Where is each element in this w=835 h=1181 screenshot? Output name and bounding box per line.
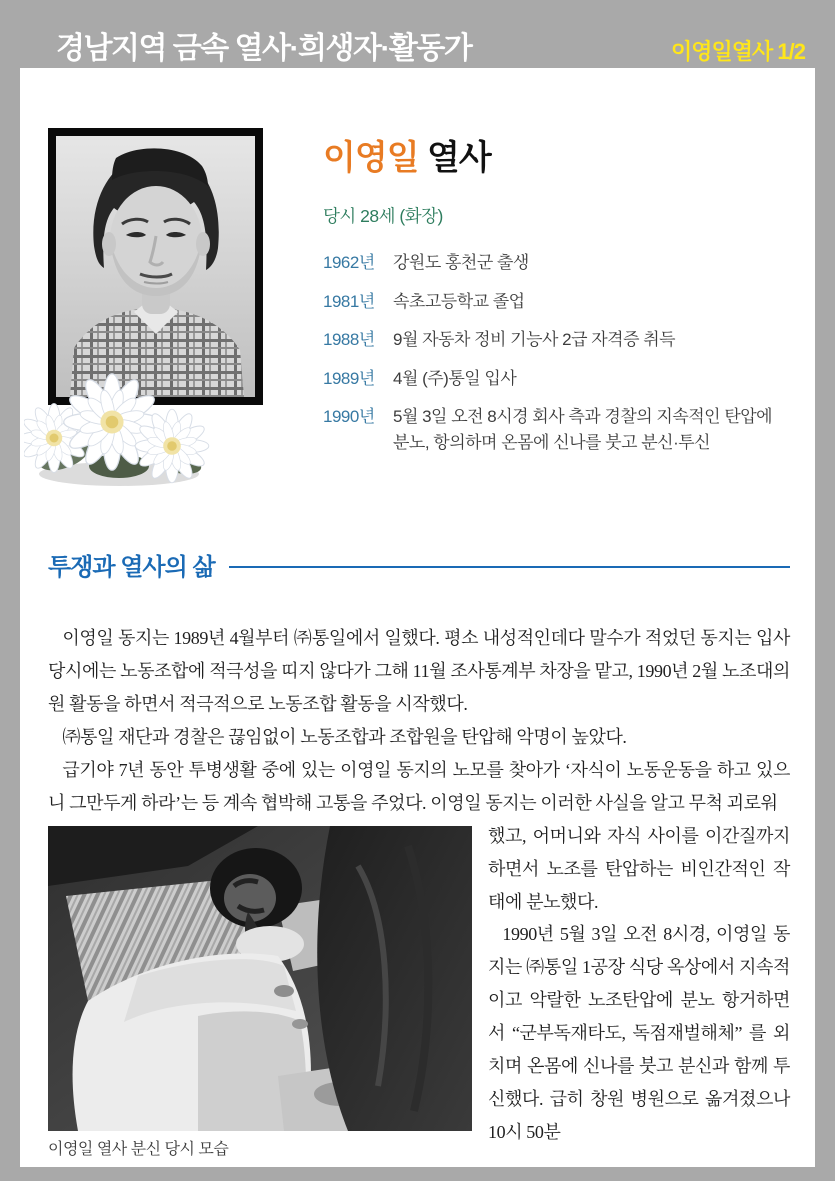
document-title: 경남지역 금속 열사·희생자·활동가 [56, 32, 472, 65]
timeline-year: 1990년 [323, 407, 375, 426]
article-body [48, 622, 790, 1158]
section-title: 투쟁과 열사의 삶 [48, 554, 215, 581]
profile-block [48, 128, 790, 455]
timeline-event: 4월 (주)통일 입사 [393, 368, 517, 388]
section-heading [48, 547, 790, 582]
age-note: 당시 28세 (화장) [323, 206, 443, 226]
paragraph: ㈜통일 재단과 경찰은 끊임없이 노동조합과 조합원을 탄압해 악명이 높았다. [62, 726, 627, 747]
martyr-name-heading [323, 130, 790, 179]
timeline-event: 강원도 홍천군 출생 [393, 253, 529, 272]
paragraph: 급기야 7년 동안 투병생활 중에 있는 이영일 동지의 노모를 찾아가 ‘자식이 노동운동을 하고 있으니 그만두게 하라’는 등 계속 협박해 고통을 주었다. 이영일 동지는 이러한 사실을 알고 무척 괴로워 [48, 759, 790, 813]
incident-photo [48, 826, 472, 1131]
portrait-area [48, 128, 293, 455]
timeline-year: 1981년 [323, 291, 375, 311]
portrait-photo [48, 128, 263, 405]
timeline-year: 1989년 [323, 368, 375, 388]
incident-photo-figure [48, 826, 472, 1159]
paragraph: 이영일 동지는 1989년 4월부터 ㈜통일에서 일했다. 평소 내성적인데다 말수가 적었던 동지는 입사 당시에는 노동조합에 적극성을 띠지 않다가 그해 11월 조사통계부 차장을 맡고, 1990년 2월 노조대의원 활동을 하면서 적극적으로 노동조합 활동을 시작했다. [48, 628, 790, 714]
paragraph: 했고, 어머니와 자식 사이를 이간질까지 하면서 노조를 탄압하는 비인간적인 작태에 분노했다. [488, 825, 790, 912]
page-header [56, 18, 805, 64]
section-rule [229, 566, 790, 568]
portrait-photo-image [56, 136, 255, 397]
timeline-event: 속초고등학교 졸업 [393, 291, 525, 311]
photo-caption: 이영일 열사 분신 당시 모습 [48, 1140, 229, 1158]
page-indicator: 이영일열사 1/2 [671, 38, 805, 64]
timeline-year: 1962년 [323, 253, 375, 272]
timeline-year: 1988년 [323, 330, 375, 349]
martyr-title: 열사 [427, 139, 491, 177]
martyr-name: 이영일 [323, 139, 419, 177]
timeline [323, 250, 790, 455]
profile-info [323, 128, 790, 455]
page-sheet [20, 68, 815, 1167]
timeline-event: 5월 3일 오전 8시경 회사 측과 경찰의 지속적인 탄압에 분노, 항의하며 온몸에 신나를 붓고 분신·투신 [393, 407, 773, 452]
timeline-event: 9월 자동차 정비 기능사 2급 자격증 취득 [393, 330, 676, 349]
paragraph: 1990년 5월 3일 오전 8시경, 이영일 동지는 ㈜통일 1공장 식당 옥상에서 지속적이고 악랄한 노조탄압에 분노 항거하면서 “군부독재타도, 독점재벌해체” 를 외치며 온몸에 신나를 붓고 분신과 함께 투신했다. 급히 창원 병원으로 옮겨졌으나 10시 50분 [488, 924, 790, 1143]
